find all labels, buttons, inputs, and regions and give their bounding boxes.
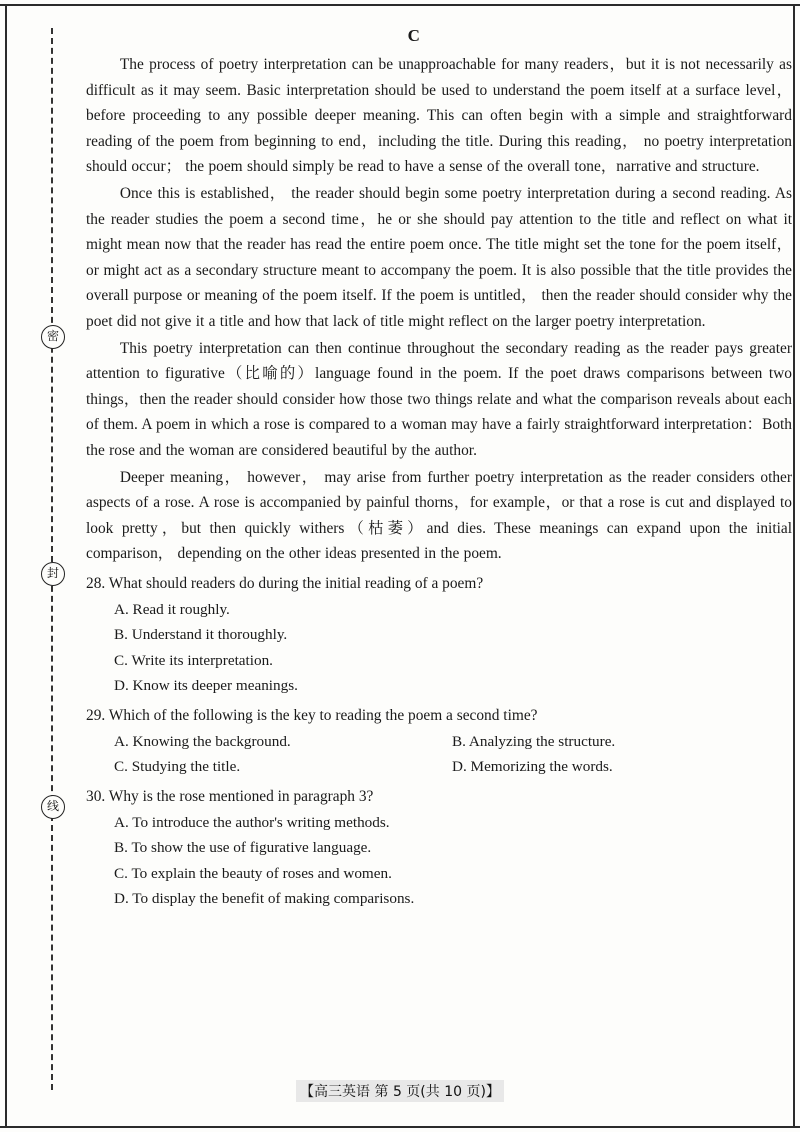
option-a[interactable]: A. Read it roughly. xyxy=(114,600,230,618)
option-b[interactable]: B. Understand it thoroughly. xyxy=(114,626,288,644)
option-d[interactable]: D. Memorizing the words. xyxy=(452,758,613,776)
seal-dashed-line xyxy=(51,28,53,1090)
passage-paragraph-2: Once this is established， the reader should begin some poetry interpretation during a second reading. As the reader studies the poem a second time，he or she should pay attention to the title and reflect on what it might mean now that the reader has read the entire poem once. The title might set the tone for the poem itself，or might act as a secondary structure meant to accompany the poem. It is also possible that the title provides the overall purpose or meaning of the poem itself. If the poem is untitled， then the reader should consider why the poet did not give it a title and how that lack of title might reflect on the larger poetry interpretation. xyxy=(86,184,792,330)
question-stem: 29. Which of the following is the key to reading the poem a second time? xyxy=(86,706,538,724)
section-letter: C xyxy=(407,26,421,45)
question-28 xyxy=(86,571,792,699)
question-29 xyxy=(86,703,792,780)
footer-label: 【高三英语 第 5 页(共 10 页)】 xyxy=(296,1080,504,1102)
option-d[interactable]: D. To display the benefit of making comparisons. xyxy=(114,890,415,908)
option-b[interactable]: B. Analyzing the structure. xyxy=(452,732,616,750)
option-d[interactable]: D. Know its deeper meanings. xyxy=(114,677,298,695)
question-30 xyxy=(86,784,792,912)
option-c[interactable]: C. To explain the beauty of roses and women. xyxy=(114,864,392,882)
option-c[interactable]: C. Write its interpretation. xyxy=(114,651,273,669)
seal-mark-xian: 线 xyxy=(41,795,65,819)
page-border-top xyxy=(0,4,800,6)
seal-mark-feng: 封 xyxy=(41,562,65,586)
page-content xyxy=(86,26,792,912)
question-stem: 30. Why is the rose mentioned in paragraph 3? xyxy=(86,787,374,805)
passage-paragraph-4: Deeper meaning， however， may arise from further poetry interpretation as the reader considers other aspects of a rose. A rose is accompanied by painful thorns，for example，or that a rose is cut and displayed to look pretty，but then quickly withers（枯萎）and dies. These meanings can expand upon the initial comparison， depending on the other ideas presented in the poem. xyxy=(86,468,792,563)
page-border-right xyxy=(793,4,795,1128)
question-stem: 28. What should readers do during the initial reading of a poem? xyxy=(86,574,484,592)
option-a[interactable]: A. To introduce the author's writing methods. xyxy=(114,813,390,831)
option-b[interactable]: B. To show the use of figurative language. xyxy=(114,839,372,857)
option-row-cd xyxy=(86,754,792,780)
question-options xyxy=(86,597,792,699)
question-options xyxy=(86,729,792,780)
option-a[interactable]: A. Knowing the background. xyxy=(114,732,291,750)
question-options xyxy=(86,810,792,912)
passage-paragraph-1: The process of poetry interpretation can be unapproachable for many readers，but it is not necessarily as difficult as it may seem. Basic interpretation should be used to understand the poem itself at a surface level，before proceeding to any possible deeper meaning. This can often begin with a simple and straightforward reading of the poem from beginning to end，including the title. During this reading， no poetry interpretation should occur； the poem should simply be read to have a sense of the overall tone，narrative and structure. xyxy=(86,56,792,176)
page-border-bottom xyxy=(0,1126,800,1128)
option-row-ab xyxy=(86,729,792,755)
passage-paragraph-3: This poetry interpretation can then continue throughout the secondary reading as the reader pays greater attention to figurative（比喻的）language found in the poem. If the poet draws comparisons between two things，then the reader should consider how those two things relate and what the comparison reveals about each of them. A poem in which a rose is compared to a woman may have a fairly straightforward interpretation：Both the rose and the woman are considered beautiful by the author. xyxy=(86,339,792,459)
page-footer xyxy=(0,1080,800,1102)
page-border-left xyxy=(5,4,7,1128)
seal-mark-mi: 密 xyxy=(41,325,65,349)
option-c[interactable]: C. Studying the title. xyxy=(114,758,241,776)
